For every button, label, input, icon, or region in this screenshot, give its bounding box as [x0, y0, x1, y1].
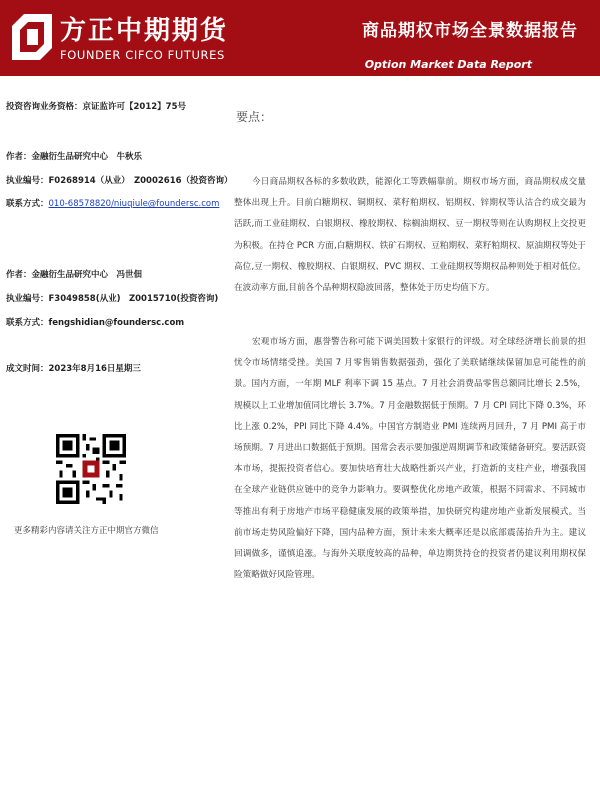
author1-contact-label: 联系方式： — [6, 199, 49, 209]
author1-contact-link[interactable]: 010-68578820/niuqiule@foundersc.com — [48, 199, 220, 209]
author1-license: 执业编号：F0268914（从业） Z0002616（投资咨询） — [6, 176, 233, 186]
author2-name: 作者：金融衍生品研究中心 冯世佃 — [6, 270, 143, 280]
wechat-qr-code-icon — [56, 434, 126, 504]
brand-name-en: FOUNDER CIFCO FUTURES — [60, 48, 225, 62]
author2-contact: 联系方式：fengshidian@foundersc.com — [6, 318, 185, 328]
author1-contact — [6, 197, 219, 209]
brand-name-cn: 方正中期期货 — [60, 16, 229, 46]
report-header — [0, 0, 600, 76]
qualification-line: 投资咨询业务资格：京证监许可【2012】75号 — [6, 102, 186, 112]
report-title: 商品期权市场全景数据报告 — [362, 21, 578, 41]
author1-name: 作者：金融衍生品研究中心 牛秋乐 — [6, 152, 143, 162]
macro-market-paragraph: 宏观市场方面，惠誉警告称可能下调美国数十家银行的评级。对全球经济增长前景的担忧令市场情绪受挫。美国 7 月零售销售数据强劲，强化了美联储继续保留加息可能性的前景。国内方面，一年期 MLF 利率下调 15 基点。7 月社会消费品零售总额同比增长 2.5%，规模以上工业增加值同比增长 3.7%。7 月金融数据低于预期。7 月 CPI 同比下降 0.3%，环比上涨 0.2%，PPI 同比下降 4.4%。中国官方制造业 PMI 连续两月回升，7 月 PMI 高于市场预期。7 月进出口数据低于预期。国常会表示要加强逆周期调节和政策储备研究。要活跃资本市场，提振投资者信心。要加快培育壮大战略性新兴产业，打造新的支柱产业，增强我国在全球产业链供应链中的竞争力影响力。要调整优化房地产政策，根据不同需求、不同城市等推出有利于房地产市场平稳健康发展的政策举措，加快研究构建房地产业新发展模式。当前市场走势风险偏好下降，国内品种方面，预计未来大概率还是以底部震荡抬升为主。建议回调做多，谨慎追涨。与海外关联度较高的品种，单边期货持仓的投资者仍建议利用期权保险策略做好风险管理。 — [234, 337, 586, 581]
commodity-options-paragraph: 今日商品期权各标的多数收跌，能源化工等跌幅靠前。期权市场方面，商品期权成交量整体出现上升。目前白糖期权、铜期权、菜籽粕期权、铝期权、锌期权等认沽合约成交最为活跃,而工业硅期权、白银期权、橡胶期权、棕榈油期权、豆一期权等则在认购期权上交投更为积极。在持仓 PCR 方面,白糖期权、铁矿石期权、豆粕期权、菜籽粕期权、原油期权等处于高位,豆一期权、橡胶期权、白银期权、PVC 期权、工业硅期权等期权品种则处于相对低位。在波动率方面,目前各个品种期权隐波回落，整体处于历史均值下方。 — [234, 177, 586, 294]
qr-caption: 更多精彩内容请关注方正中期官方微信 — [14, 526, 159, 536]
report-subtitle: Option Market Data Report — [364, 58, 532, 71]
key-points-heading: 要点： — [236, 110, 273, 124]
author2-license: 执业编号：F3049858(从业) Z0015710(投资咨询) — [6, 294, 219, 304]
report-date: 成文时间：2023年8月16日星期三 — [6, 364, 141, 374]
company-logo-icon — [12, 14, 52, 60]
